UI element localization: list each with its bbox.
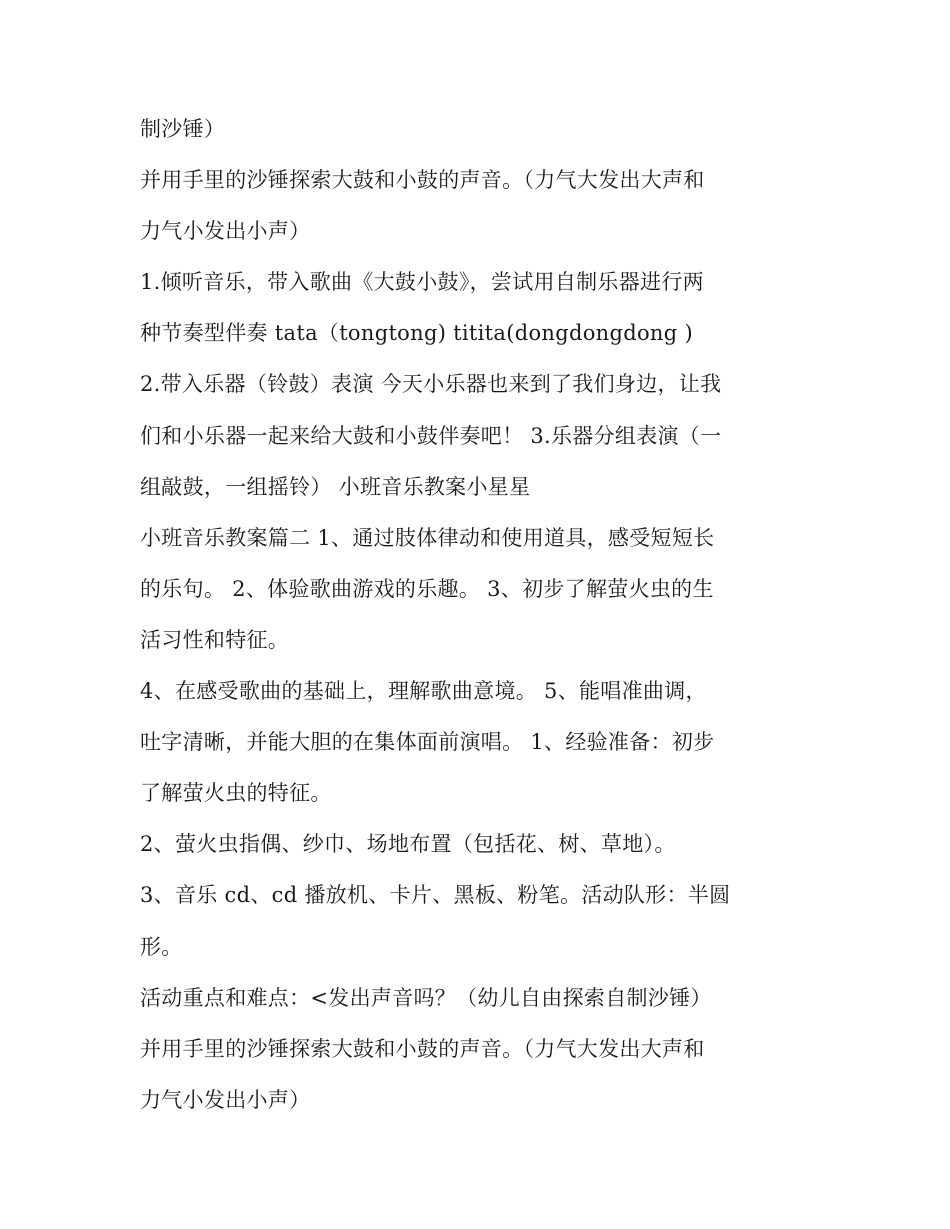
text-line: 力气小发出小声） — [140, 1087, 311, 1112]
text-line: 的乐句。 2、体验歌曲游戏的乐趣。 3、初步了解萤火虫的生 — [140, 576, 714, 601]
text-line: 2.带入乐器（铃鼓）表演 今天小乐器也来到了我们身边，让我 — [140, 372, 722, 397]
text-line: 并用手里的沙锤探索大鼓和小鼓的声音。（力气大发出大声和 — [140, 1036, 705, 1061]
text-line: 4、在感受歌曲的基础上，理解歌曲意境。 5、能唱准曲调， — [140, 679, 707, 704]
text-line: 2、萤火虫指偶、纱巾、场地布置（包括花、树、草地）。 — [140, 832, 676, 857]
text-line: 组敲鼓，一组摇铃） 小班音乐教案小星星 — [140, 474, 531, 499]
text-line: 1.倾听音乐，带入歌曲《大鼓小鼓》，尝试用自制乐器进行两 — [140, 270, 704, 295]
text-line: 制沙锤） — [140, 117, 226, 141]
text-line: 形。 — [140, 934, 183, 959]
text-line: 力气小发出小声） — [140, 219, 311, 244]
text-line: 小班音乐教案篇二 1、通过肢体律动和使用道具，感受短短长 — [140, 525, 715, 550]
text-line: 3、音乐 cd、cd 播放机、卡片、黑板、粉笔。活动队形：半圆 — [140, 883, 731, 908]
document-body — [140, 104, 830, 1126]
text-line: 并用手里的沙锤探索大鼓和小鼓的声音。（力气大发出大声和 — [140, 168, 705, 193]
text-line: 了解萤火虫的特征。 — [140, 781, 332, 806]
text-line: 活动重点和难点：<发出声音吗？（幼儿自由探索自制沙锤） — [140, 985, 712, 1010]
text-line: 们和小乐器一起来给大鼓和小鼓伴奏吧！ 3.乐器分组表演（一 — [140, 423, 722, 448]
text-line: 活习性和特征。 — [140, 627, 290, 652]
text-line: 种节奏型伴奏 tata（tongtong) titita(dongdongdong ) — [140, 321, 693, 346]
text-line: 吐字清晰，并能大胆的在集体面前演唱。 1、经验准备：初步 — [140, 730, 715, 755]
